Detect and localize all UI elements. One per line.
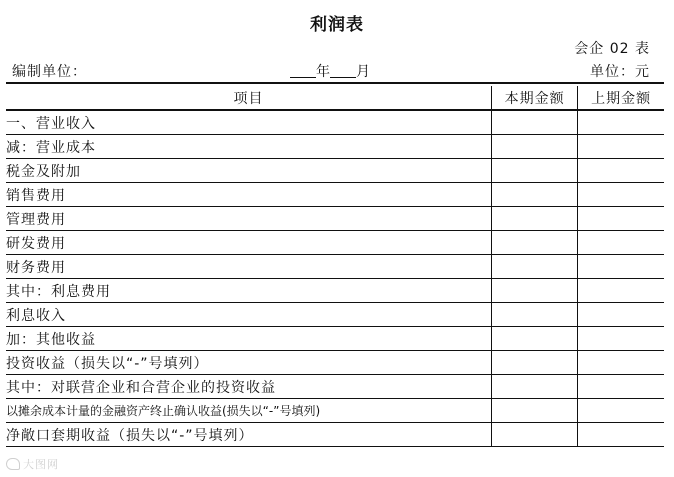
current-amount-cell[interactable] (491, 279, 577, 303)
table-row (6, 135, 664, 159)
previous-amount-cell[interactable] (578, 231, 664, 255)
watermark-logo-icon (6, 458, 20, 470)
current-amount-cell[interactable] (491, 207, 577, 231)
table-row (6, 279, 664, 303)
previous-amount-cell[interactable] (578, 423, 664, 447)
year-blank (290, 63, 316, 78)
form-code: 会企 02 表 (574, 41, 650, 57)
row-label: 销售费用 (6, 183, 491, 207)
header-item: 项目 (6, 86, 491, 110)
table-row (6, 159, 664, 183)
row-label: 投资收益（损失以“-”号填列） (6, 351, 491, 375)
table-row (6, 231, 664, 255)
previous-amount-cell[interactable] (578, 399, 664, 423)
watermark-text: 大图网 (23, 458, 59, 471)
previous-amount-cell[interactable] (578, 375, 664, 399)
row-label: 其中：对联营企业和合营企业的投资收益 (6, 375, 491, 399)
row-label: 利息收入 (6, 303, 491, 327)
previous-amount-cell[interactable] (578, 135, 664, 159)
page-title: 利润表 (310, 15, 364, 35)
current-amount-cell[interactable] (491, 327, 577, 351)
table-row (6, 423, 664, 447)
date-field (290, 61, 370, 81)
current-amount-cell[interactable] (491, 399, 577, 423)
unit-label: 单位：元 (590, 64, 650, 80)
current-amount-cell[interactable] (491, 135, 577, 159)
current-amount-cell[interactable] (491, 303, 577, 327)
top-rule (6, 82, 664, 84)
current-amount-cell[interactable] (491, 423, 577, 447)
previous-amount-cell[interactable] (578, 110, 664, 135)
table-row (6, 351, 664, 375)
row-label: 加：其他收益 (6, 327, 491, 351)
row-label: 净敞口套期收益（损失以“-”号填列） (6, 423, 491, 447)
month-blank (330, 63, 356, 78)
income-statement-table (6, 86, 664, 447)
table-row (6, 110, 664, 135)
previous-amount-cell[interactable] (578, 159, 664, 183)
previous-amount-cell[interactable] (578, 183, 664, 207)
month-label: 月 (356, 64, 370, 80)
current-amount-cell[interactable] (491, 159, 577, 183)
current-amount-cell[interactable] (491, 375, 577, 399)
previous-amount-cell[interactable] (578, 327, 664, 351)
year-label: 年 (316, 64, 330, 80)
meta-row (0, 61, 674, 81)
row-label: 管理费用 (6, 207, 491, 231)
previous-amount-cell[interactable] (578, 303, 664, 327)
current-amount-cell[interactable] (491, 351, 577, 375)
previous-amount-cell[interactable] (578, 351, 664, 375)
table-row (6, 255, 664, 279)
watermark (6, 456, 59, 472)
row-label: 一、营业收入 (6, 110, 491, 135)
current-amount-cell[interactable] (491, 255, 577, 279)
previous-amount-cell[interactable] (578, 207, 664, 231)
table-row (6, 303, 664, 327)
row-label: 减：营业成本 (6, 135, 491, 159)
row-label: 以摊余成本计量的金融资产终止确认收益(损失以“-”号填列) (6, 399, 491, 423)
current-amount-cell[interactable] (491, 183, 577, 207)
row-label: 其中：利息费用 (6, 279, 491, 303)
row-label: 财务费用 (6, 255, 491, 279)
header-previous-amount: 上期金额 (578, 86, 664, 110)
header-current-amount: 本期金额 (491, 86, 577, 110)
prepared-by-label: 编制单位： (12, 64, 87, 80)
current-amount-cell[interactable] (491, 110, 577, 135)
table-row (6, 399, 664, 423)
current-amount-cell[interactable] (491, 231, 577, 255)
table-header-row (6, 86, 664, 110)
previous-amount-cell[interactable] (578, 255, 664, 279)
table-row (6, 327, 664, 351)
row-label: 税金及附加 (6, 159, 491, 183)
table-row (6, 375, 664, 399)
table-row (6, 207, 664, 231)
row-label: 研发费用 (6, 231, 491, 255)
table-row (6, 183, 664, 207)
previous-amount-cell[interactable] (578, 279, 664, 303)
